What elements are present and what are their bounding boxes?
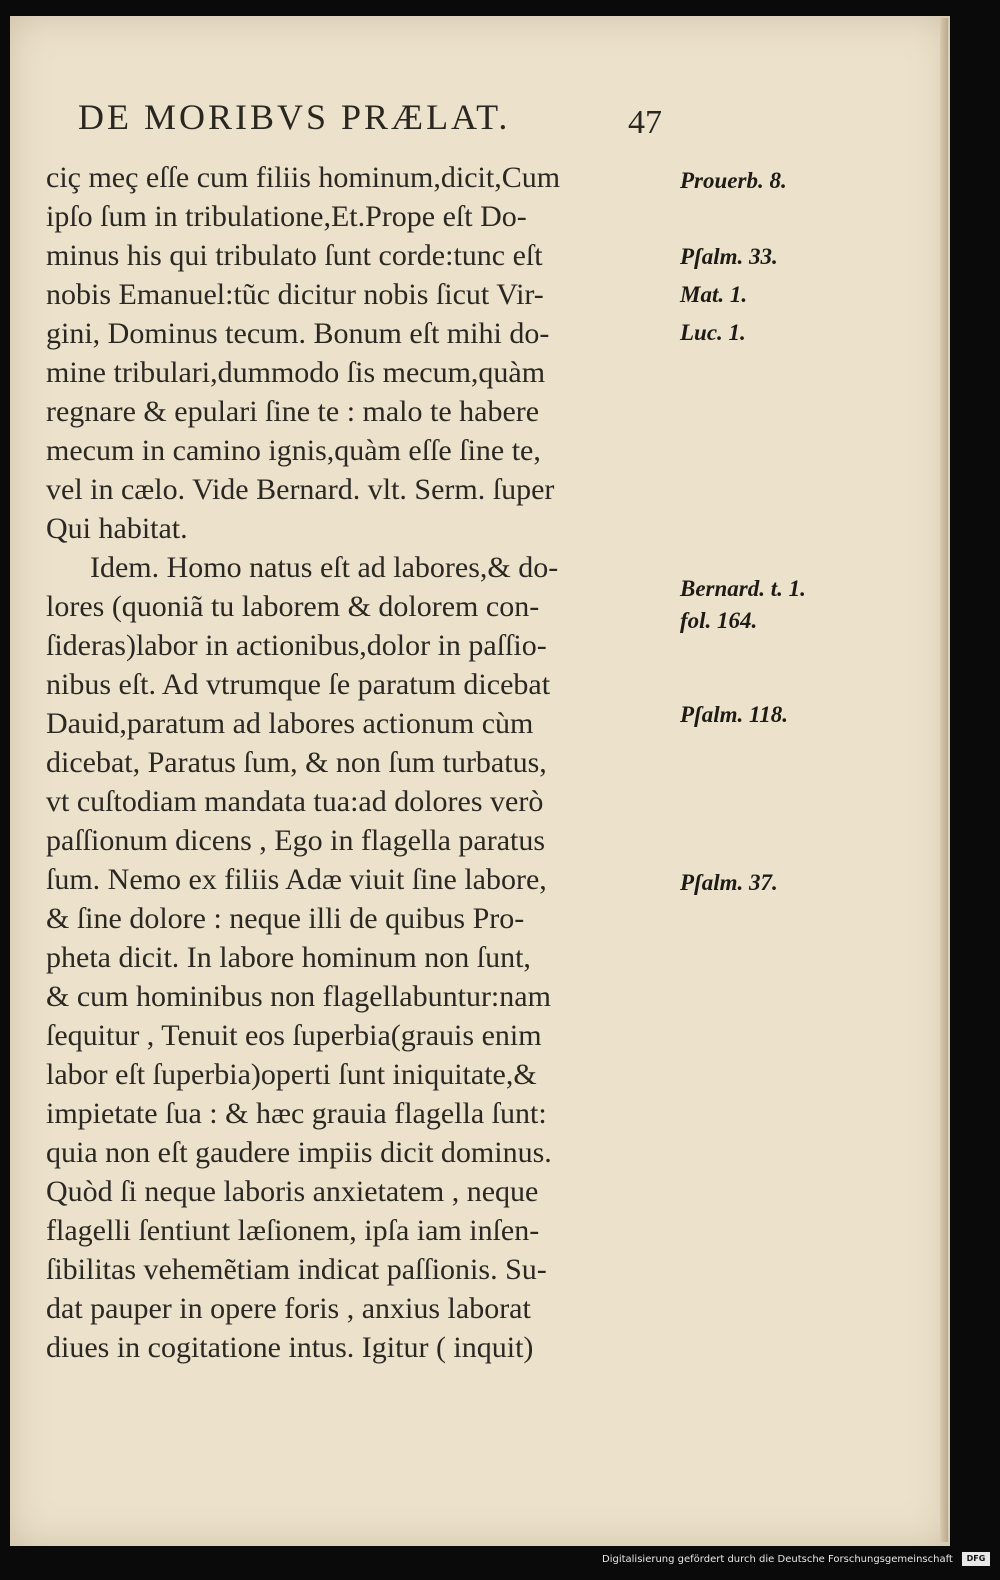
text-line: pheta dicit. In labore hominum non ſunt, [46, 941, 531, 974]
text-line: Quòd ſi neque laboris anxietatem , neque [46, 1175, 539, 1208]
text-line: ſideras)labor in actionibus,dolor in paſſio- [46, 629, 547, 662]
text-line: Qui habitat. [46, 512, 188, 545]
margin-note: fol. 164. [680, 608, 758, 633]
margin-note: Pſalm. 118. [680, 702, 788, 727]
text-line: dat pauper in opere foris , anxius laborat [46, 1292, 531, 1325]
text-line: ſequitur , Tenuit eos ſuperbia(grauis enim [46, 1019, 542, 1052]
text-line: ſibilitas vehemẽtiam indicat paſſionis. Su- [46, 1253, 547, 1286]
text-line: Idem. Homo natus eſt ad labores,& do- [90, 551, 559, 584]
margin-note: Bernard. t. 1. [680, 576, 806, 601]
text-line: nobis Emanuel:tũc dicitur nobis ſicut Vir- [46, 278, 544, 311]
text-line: mecum in camino ignis,quàm eſſe ſine te, [46, 434, 541, 467]
text-line: ſum. Nemo ex filiis Adæ viuit ſine labore, [46, 863, 547, 896]
text-line: impietate ſua : & hæc grauia flagella ſunt: [46, 1097, 547, 1130]
margin-note: Mat. 1. [680, 282, 748, 307]
text-line: dicebat, Paratus ſum, & non ſum turbatus, [46, 746, 547, 779]
text-line: gini, Dominus tecum. Bonum eſt mihi do- [46, 317, 550, 350]
text-line: Dauid,paratum ad labores actionum cùm [46, 707, 534, 740]
text-line: quia non eſt gaudere impiis dicit dominus. [46, 1136, 552, 1169]
text-line: ciç meç eſſe cum filiis hominum,dicit,Cum [46, 161, 561, 194]
margin-note: Pſalm. 37. [680, 870, 778, 895]
text-line: vel in cælo. Vide Bernard. vlt. Serm. ſuper [46, 473, 555, 506]
text-line: flagelli ſentiunt læſionem, ipſa iam inſen- [46, 1214, 540, 1247]
margin-note: Pſalm. 33. [680, 244, 778, 269]
text-line: & ſine dolore : neque illi de quibus Pro- [46, 902, 525, 935]
text-line: regnare & epulari ſine te : malo te habere [46, 395, 540, 428]
text-line: labor eſt ſuperbia)operti ſunt iniquitate,& [46, 1058, 537, 1091]
text-line: mine tribulari,dummodo ſis mecum,quàm [46, 356, 546, 389]
text-line: lores (quoniã tu laborem & dolorem con- [46, 590, 540, 623]
text-line: minus his qui tribulato ſunt corde:tunc eſt [46, 239, 543, 272]
text-line: ipſo ſum in tribulatione,Et.Prope eſt Do- [46, 200, 527, 233]
page-edge [940, 18, 948, 1542]
text-line: & cum hominibus non flagellabuntur:nam [46, 980, 551, 1013]
margin-note: Luc. 1. [680, 320, 746, 345]
text-line: diues in cogitatione intus. Igitur ( inquit) [46, 1331, 534, 1364]
page-number: 47 [628, 104, 662, 141]
margin-note: Prouerb. 8. [680, 168, 787, 193]
running-head: DE MORIBVS PRÆLAT. [78, 97, 511, 137]
text-line: nibus eſt. Ad vtrumque ſe paratum dicebat [46, 668, 551, 701]
text-line: vt cuſtodiam mandata tua:ad dolores verò [46, 785, 544, 818]
text-line: paſſionum dicens , Ego in flagella paratus [46, 824, 546, 857]
dfg-logo: DFG [962, 1552, 990, 1566]
digitization-credit: Digitalisierung gefördert durch die Deutsche Forschungsgemeinschaft [602, 1554, 953, 1565]
